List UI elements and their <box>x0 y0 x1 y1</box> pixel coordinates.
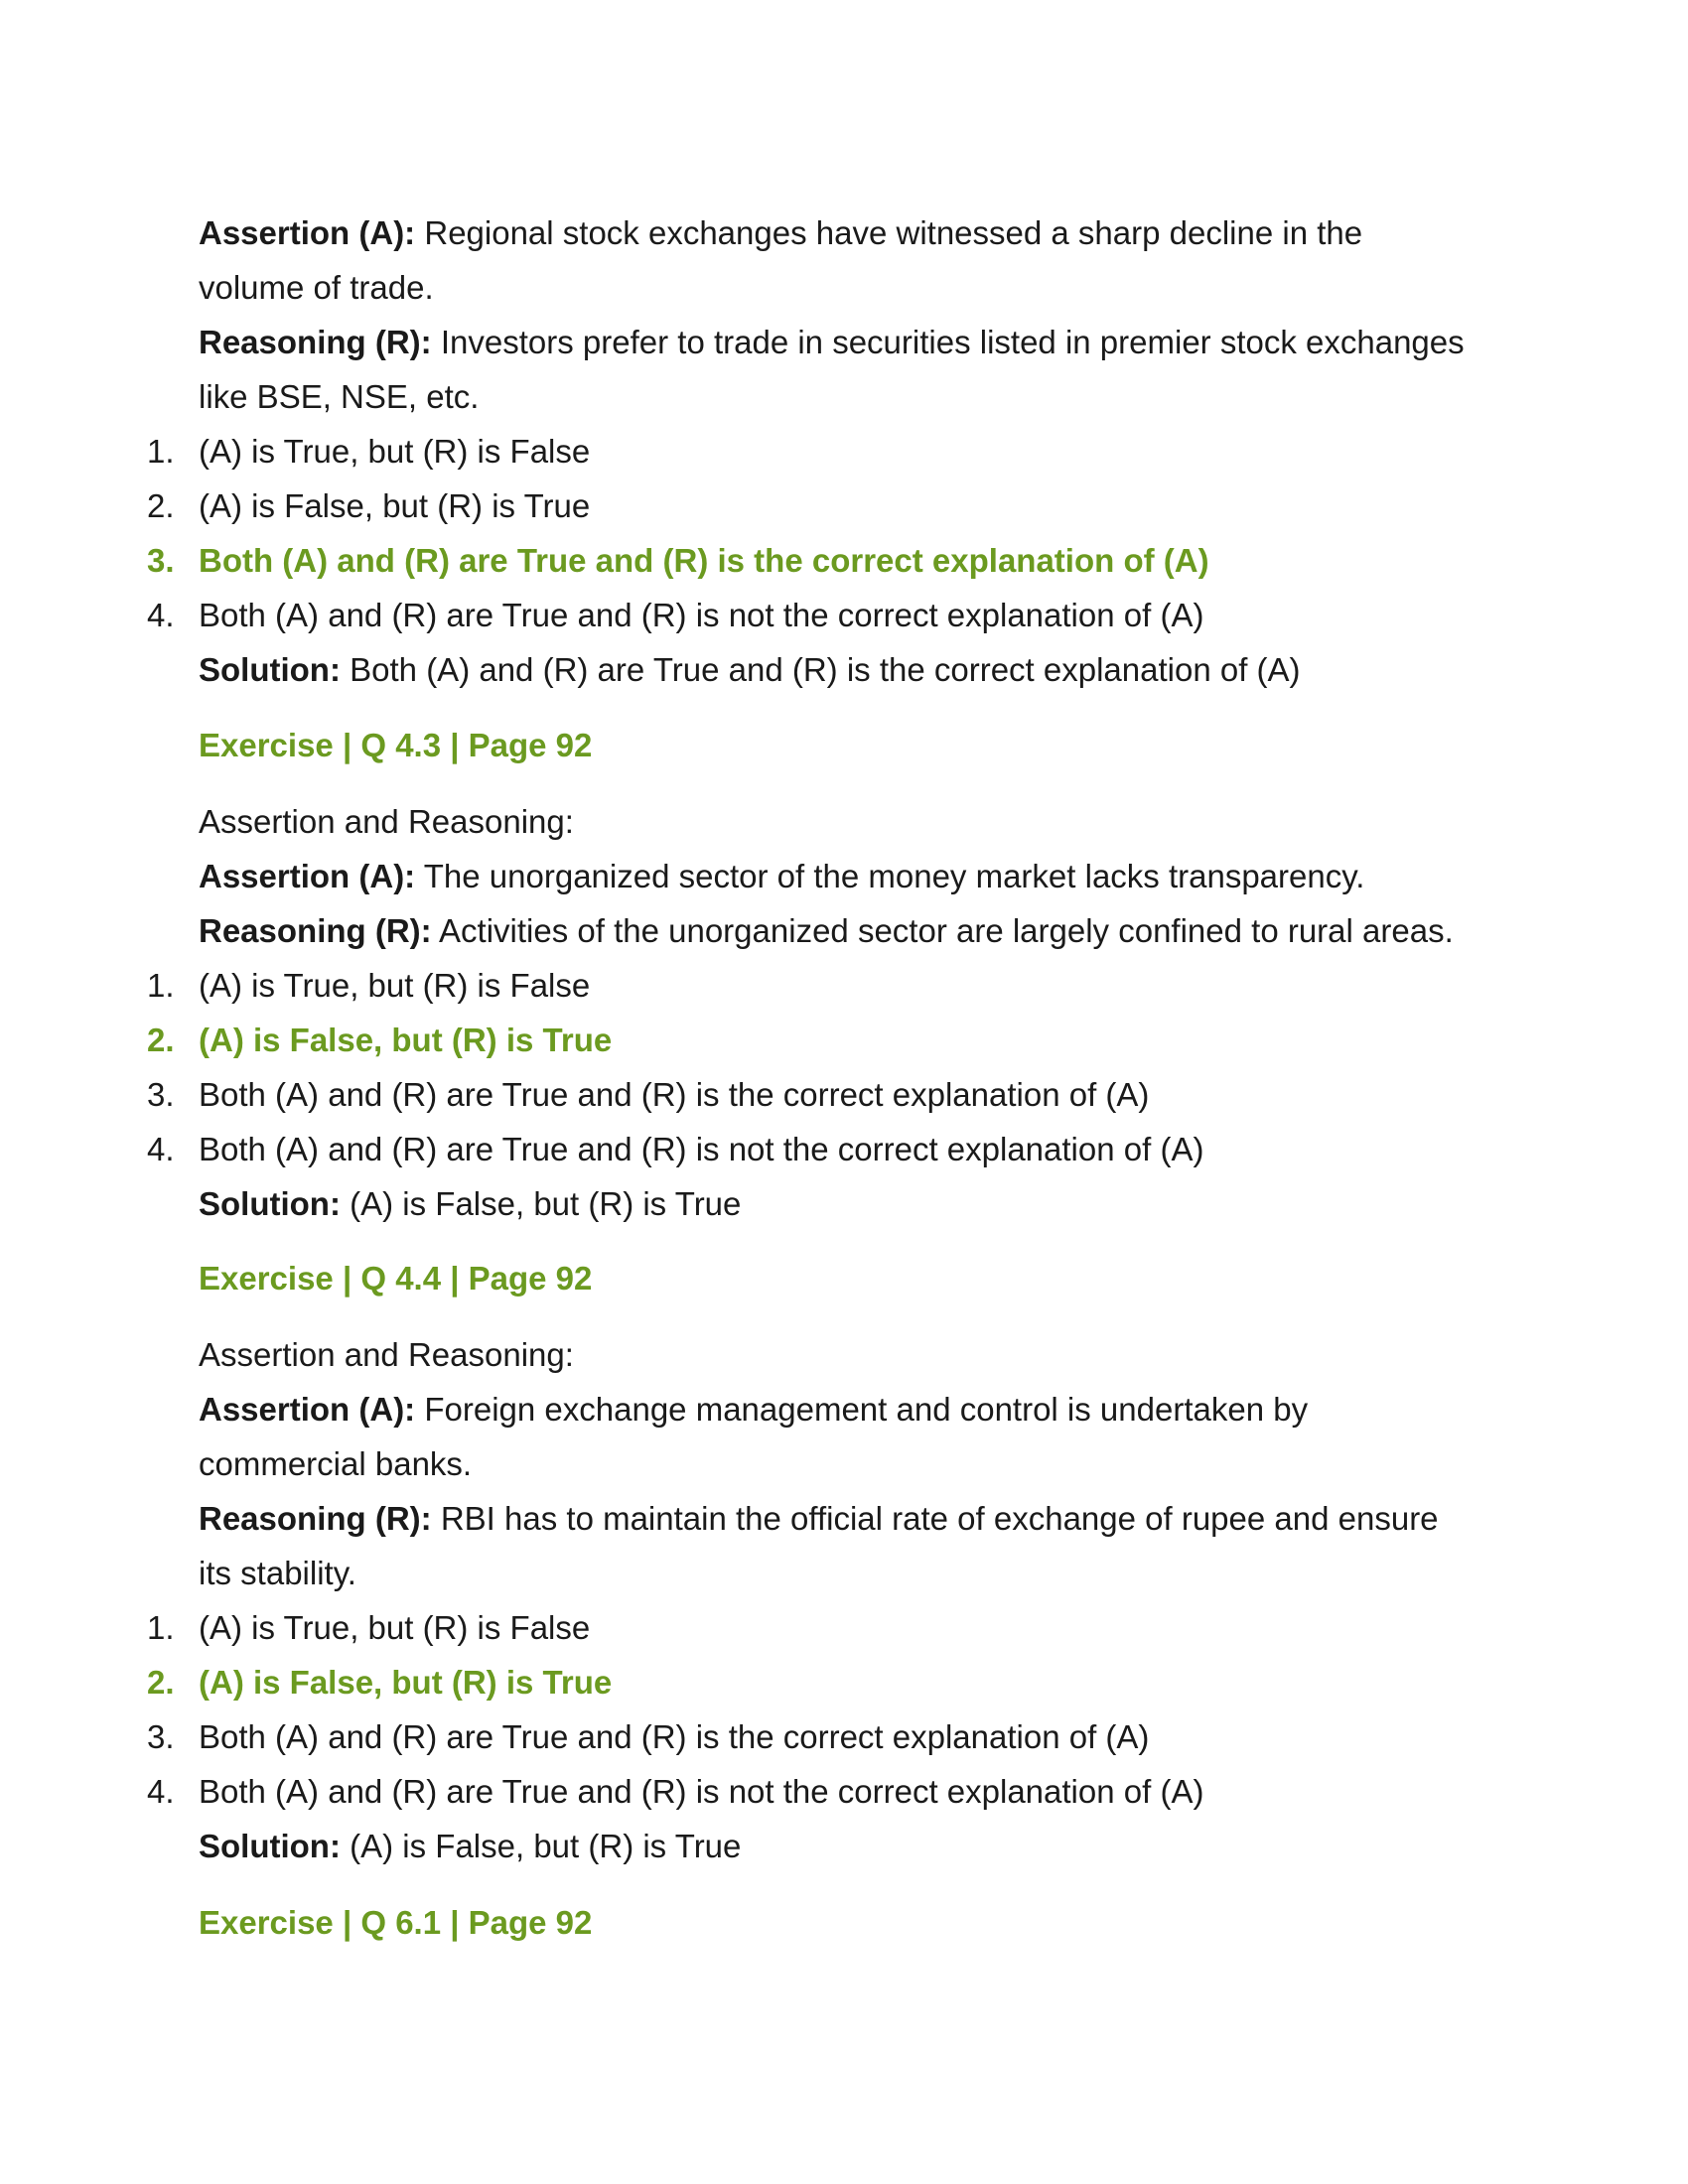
option-item-correct <box>147 1663 612 1703</box>
assertion-line <box>199 857 1364 896</box>
assertion-text: Regional stock exchanges have witnessed a sharp decline in the <box>424 214 1363 251</box>
option-number: 2. <box>147 1664 175 1701</box>
option-number: 3. <box>147 1718 175 1755</box>
option-number: 1. <box>147 1609 175 1646</box>
reasoning-label: Reasoning (R): <box>199 324 432 360</box>
exercise-heading: Exercise | Q 6.1 | Page 92 <box>199 1904 593 1941</box>
option-item <box>147 1717 1149 1757</box>
assertion-label: Assertion (A): <box>199 858 416 894</box>
assertion-label: Assertion (A): <box>199 214 416 251</box>
solution-text: (A) is False, but (R) is True <box>350 1185 742 1222</box>
solution-line <box>199 1827 741 1866</box>
reasoning-text: RBI has to maintain the official rate of exchange of rupee and ensure <box>440 1500 1439 1537</box>
option-number: 3. <box>147 542 175 579</box>
option-number: 4. <box>147 1131 175 1167</box>
solution-line <box>199 650 1301 690</box>
option-text: (A) is True, but (R) is False <box>199 967 591 1004</box>
exercise-heading: Exercise | Q 4.4 | Page 92 <box>199 1260 593 1297</box>
option-item-correct <box>147 1021 612 1060</box>
assertion-text: Foreign exchange management and control is undertaken by <box>424 1391 1309 1428</box>
assertion-label: Assertion (A): <box>199 1391 416 1428</box>
solution-text: Both (A) and (R) are True and (R) is the correct explanation of (A) <box>350 651 1301 688</box>
assertion-line <box>199 213 1362 253</box>
option-item <box>147 1608 590 1648</box>
option-item <box>147 596 1203 635</box>
option-text: Both (A) and (R) are True and (R) is not the correct explanation of (A) <box>199 1773 1204 1810</box>
reasoning-line <box>199 323 1465 362</box>
option-text: Both (A) and (R) are True and (R) is the correct explanation of (A) <box>199 542 1209 579</box>
option-number: 2. <box>147 487 175 524</box>
solution-text: (A) is False, but (R) is True <box>350 1828 742 1864</box>
reasoning-text: Activities of the unorganized sector are largely confined to rural areas. <box>439 912 1454 949</box>
solution-line <box>199 1184 741 1224</box>
reasoning-text: Investors prefer to trade in securities listed in premier stock exchanges <box>440 324 1465 360</box>
option-item <box>147 432 590 472</box>
option-item <box>147 1130 1203 1169</box>
solution-label: Solution: <box>199 651 341 688</box>
option-item-correct <box>147 541 1209 581</box>
option-number: 4. <box>147 597 175 633</box>
assertion-continuation: commercial banks. <box>199 1445 473 1482</box>
option-text: (A) is True, but (R) is False <box>199 433 591 470</box>
option-item <box>147 1075 1149 1115</box>
option-item <box>147 966 590 1006</box>
assertion-text: The unorganized sector of the money market lacks transparency. <box>423 858 1365 894</box>
option-number: 4. <box>147 1773 175 1810</box>
reasoning-label: Reasoning (R): <box>199 912 432 949</box>
option-text: (A) is False, but (R) is True <box>199 1664 613 1701</box>
option-number: 2. <box>147 1022 175 1058</box>
reasoning-label: Reasoning (R): <box>199 1500 432 1537</box>
reasoning-continuation: like BSE, NSE, etc. <box>199 378 480 415</box>
reasoning-continuation: its stability. <box>199 1555 356 1591</box>
solution-label: Solution: <box>199 1828 341 1864</box>
exercise-heading: Exercise | Q 4.3 | Page 92 <box>199 727 593 763</box>
option-text: Both (A) and (R) are True and (R) is the correct explanation of (A) <box>199 1076 1150 1113</box>
intro-text: Assertion and Reasoning: <box>199 803 574 840</box>
option-text: (A) is False, but (R) is True <box>199 1022 613 1058</box>
option-item <box>147 1772 1203 1812</box>
intro-text: Assertion and Reasoning: <box>199 1336 574 1373</box>
option-text: (A) is True, but (R) is False <box>199 1609 591 1646</box>
option-text: Both (A) and (R) are True and (R) is not the correct explanation of (A) <box>199 597 1204 633</box>
option-number: 1. <box>147 433 175 470</box>
assertion-continuation: volume of trade. <box>199 269 434 306</box>
assertion-line <box>199 1390 1308 1430</box>
solution-label: Solution: <box>199 1185 341 1222</box>
reasoning-line <box>199 1499 1439 1539</box>
option-text: Both (A) and (R) are True and (R) is not the correct explanation of (A) <box>199 1131 1204 1167</box>
option-text: Both (A) and (R) are True and (R) is the correct explanation of (A) <box>199 1718 1150 1755</box>
option-text: (A) is False, but (R) is True <box>199 487 591 524</box>
reasoning-line <box>199 911 1454 951</box>
option-number: 3. <box>147 1076 175 1113</box>
option-item <box>147 486 590 526</box>
option-number: 1. <box>147 967 175 1004</box>
